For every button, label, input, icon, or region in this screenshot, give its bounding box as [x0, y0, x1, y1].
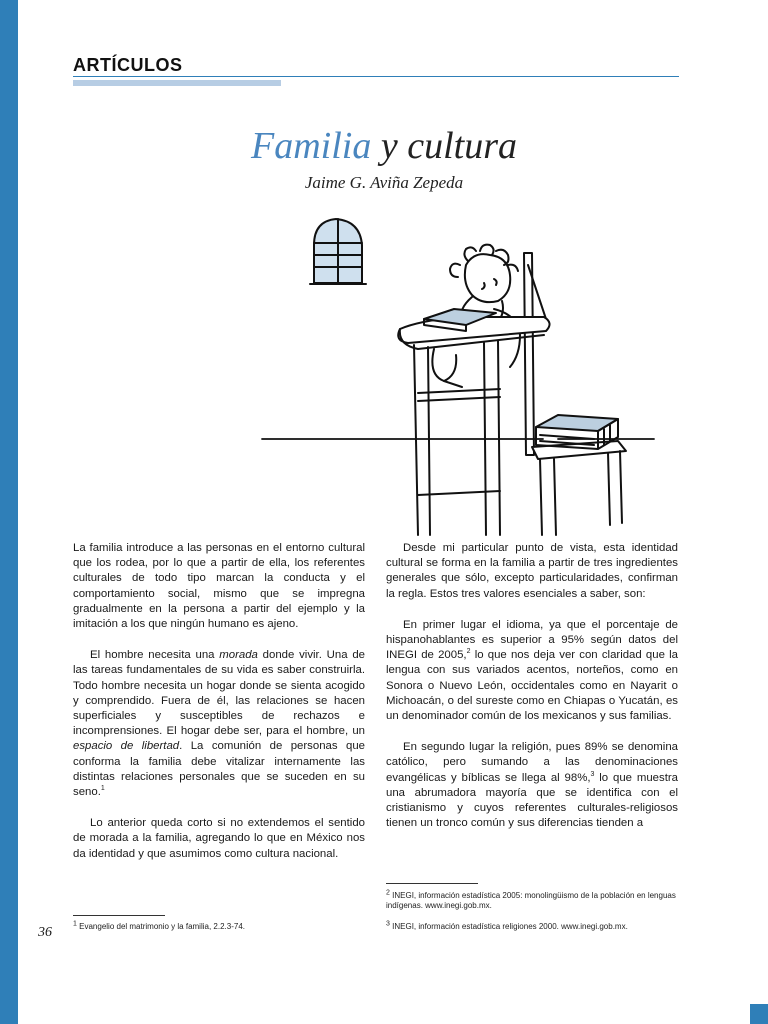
footnote-2: [386, 891, 678, 911]
text-run: . La comunión de personas que conforma la familia debe vitalizar internamente las distintas relaciones personales que se suceden en su seno.: [73, 740, 365, 799]
footnote-text: Evangelio del matrimonio y la familia, 2.2.3-74.: [76, 922, 245, 931]
left-column: [73, 541, 365, 878]
paragraph: La familia introduce a las personas en el entorno cultural que los rodea, por lo que a partir de ella, los referentes culturales de todo tipo marcan la conducta y el comportamiento social, mismo que se impregna gradualmente en la persona a partir del ejemplo y la imitación a los que ningún humano es ajeno.: [73, 542, 365, 631]
text-run: El hombre necesita una: [90, 649, 220, 662]
corner-marker: [750, 1004, 768, 1024]
title-rest: y cultura: [371, 125, 517, 167]
text-run: En segundo lugar la religión, pues 89% se denomina católico, pero sumando a las denominaciones evangélicas y bíblicas se llega al 98%,: [386, 741, 678, 784]
footnote-number: 2: [386, 889, 390, 897]
section-rule: [73, 76, 679, 77]
emphasis: espacio de libertad: [73, 740, 180, 753]
footnote-ref: 1: [100, 785, 105, 793]
right-column: [386, 541, 678, 847]
section-label: ARTÍCULOS: [73, 55, 183, 75]
footnote-3: [386, 922, 678, 932]
text-run: lo que muestra una abrumadora mayoría que se identifica con el cristianismo y cuyos referentes culturales-religiosos tienen un tronco común y sus diferencias tienden a: [386, 771, 678, 830]
footnote-text: INEGI, información estadística religiones 2000. www.inegi.gob.mx.: [389, 922, 628, 931]
footnote-rule: [386, 883, 478, 884]
child-at-desk-sketch-icon: [258, 205, 658, 540]
footnote-number: 3: [386, 920, 390, 928]
text-run: En primer lugar el idioma, ya que el porcentaje de hispanohablantes es superior a 95% según datos del INEGI de 2005,: [386, 618, 678, 662]
article-author: Jaime G. Aviña Zepeda: [304, 173, 464, 192]
text-run: donde vivir. Una de las tareas fundamentales de su vida es saber construirla. Todo hombre necesita un hogar donde se sienta acogido y comprendido. Fuera de él, las relaciones se hacen superficiales y susceptibles de rechazos e incomprensiones. El hogar debe ser, para el hombre, un: [73, 649, 365, 738]
section-bar: [73, 80, 281, 86]
article-title: [0, 124, 768, 168]
paragraph: Lo anterior queda corto si no extendemos el sentido de morada a la familia, agregando lo que en México nos da identidad y que asumimos como cultura nacional.: [73, 817, 365, 860]
paragraph: [73, 648, 365, 800]
paragraph: Desde mi particular punto de vista, esta identidad cultural se forma en la familia a partir de tres ingredientes generales que sólo, excepto particularidades, confirman la regla. Estos tres valores esenciales a saber, son:: [386, 542, 678, 600]
emphasis: morada: [219, 649, 258, 662]
paragraph: [386, 618, 678, 724]
footnote-ref: 3: [590, 770, 595, 778]
paragraph: [386, 740, 678, 831]
title-accent: Familia: [251, 125, 372, 167]
footnote-text: INEGI, información estadística 2005: monolingüismo de la población en lenguas indígenas. www.inegi.gob.mx.: [386, 891, 676, 910]
page-number: 36: [38, 925, 52, 940]
footnote-1: [73, 922, 365, 932]
footnote-ref: 2: [466, 648, 471, 656]
text-run: lo que nos deja ver con claridad que la lengua con sus variados acentos, norteños, como en Sonora o Nuevo León, occidentales como en Nayarit o Michoacán, o del sureste como en Chiapas o Yucatán, es un denominador común de los mexicanos y sus familias.: [386, 649, 678, 723]
footnote-rule: [73, 915, 165, 916]
footnote-number: 1: [73, 920, 77, 928]
